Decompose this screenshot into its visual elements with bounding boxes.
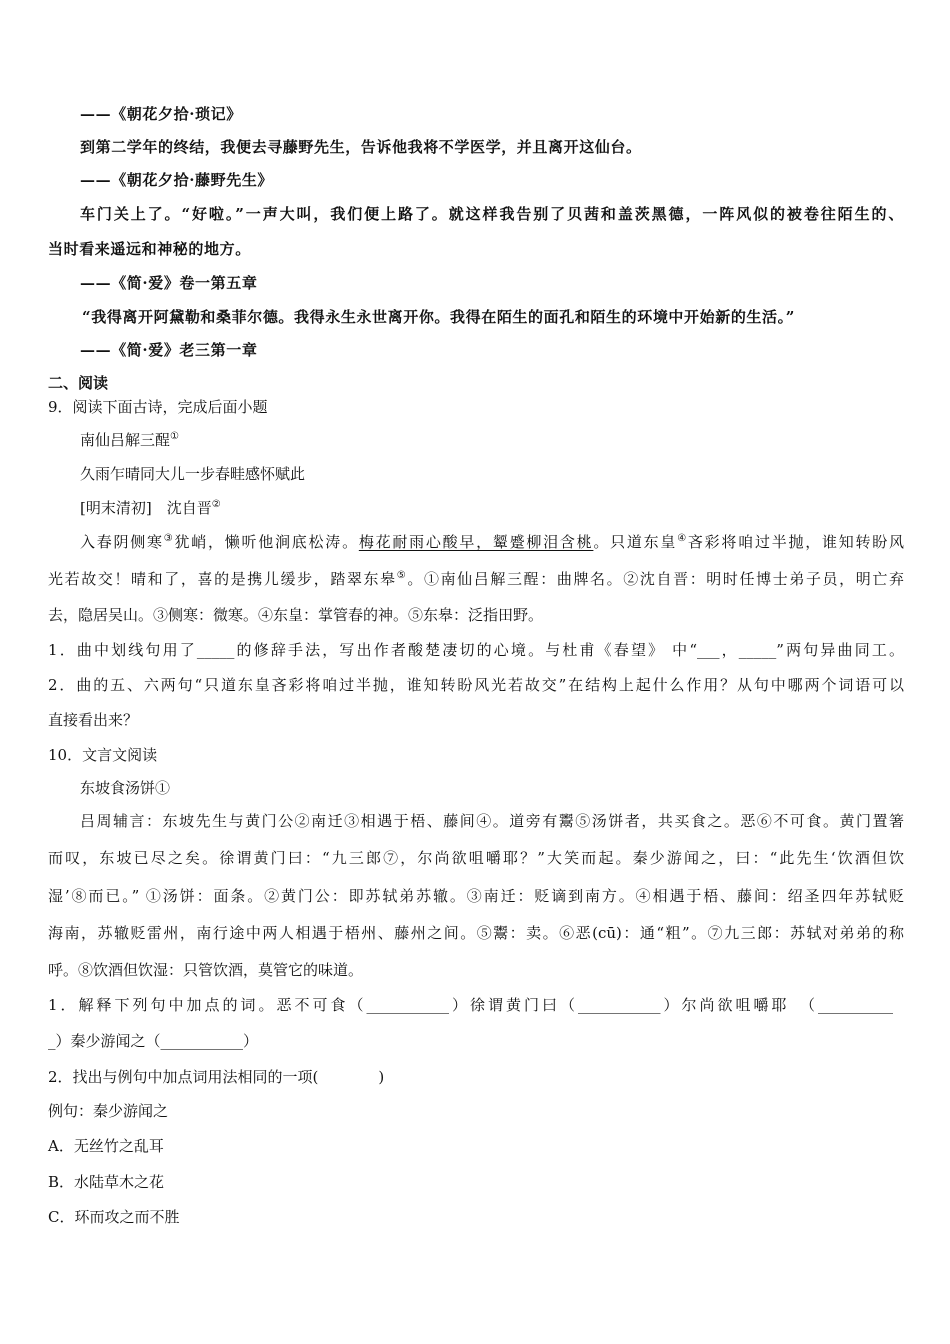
- excerpt-source-2: ——《朝花夕拾·藤野先生》: [80, 171, 274, 189]
- q10-passage-line-4: 海南，苏辙贬雷州，南行途中两人相遇于梧州、藤州之间。⑤鬻：卖。⑥恶(cū)：通“粗”。⑦九三郎：苏轼对弟弟的称: [48, 924, 904, 942]
- q9-poem-body-line-3: 去，隐居吴山。③侧寒：微寒。④东皇：掌管春的神。⑤东皋：泛指田野。: [48, 606, 544, 624]
- q9-author: [明末清初] 沈自晋②: [80, 499, 221, 517]
- q9-underlined-line: 梅花耐雨心酸早，颦蹙柳泪含桃: [358, 533, 594, 551]
- q9-sub-question-1: 1．曲中划线句用了_____的修辞手法，写出作者酸楚凄切的心境。与杜甫《春望》 中“___，_____”两句异曲同工。: [48, 641, 904, 659]
- q10-stem: 10．文言文阅读: [48, 746, 158, 764]
- excerpt-text-3-line-1: 车门关上了。“好啦。”一声大叫，我们便上路了。就这样我告别了贝茜和盖茨黑德，一阵风似的被卷往陌生的、: [80, 205, 904, 223]
- section-title: 二、阅读: [48, 374, 109, 392]
- q10-example: 例句：秦少游闻之: [48, 1102, 169, 1120]
- q10-title: 东坡食汤饼①: [80, 779, 171, 797]
- q9-stem: 9．阅读下面古诗，完成后面小题: [48, 398, 268, 416]
- q10-sub-question-1-line-2: _）秦少游闻之（___________）: [48, 1032, 259, 1050]
- q10-passage-line-5: 呼。⑧饮酒但饮湿：只管饮酒，莫管它的味道。: [48, 961, 364, 979]
- excerpt-source-3: ——《简·爱》卷一第五章: [80, 274, 258, 292]
- q9-poem-body-line-1: 入春阴侧寒③犹峭，懒听他涧底松涛。梅花耐雨心酸早，颦蹙柳泪含桃。只道东皇④吝彩将咱过半抛，谁知转盼风: [80, 533, 904, 551]
- q10-option-c: C．环而攻之而不胜: [48, 1208, 180, 1226]
- q10-option-a: A．无丝竹之乱耳: [48, 1137, 164, 1155]
- q10-passage-line-1: 吕周辅言：东坡先生与黄门公②南迁③相遇于梧、藤间④。道旁有鬻⑤汤饼者，共买食之。恶⑥不可食。黄门置箸: [80, 812, 904, 830]
- q10-passage-line-3: 湿’⑧而已。” ①汤饼：面条。②黄门公：即苏轼弟苏辙。③南迁：贬谪到南方。④相遇于梧、藤间：绍圣四年苏轼贬: [48, 887, 904, 905]
- q9-sub-question-2-line-2: 直接看出来？: [48, 711, 139, 729]
- q10-sub-question-1-line-1: 1．解释下列句中加点的词。恶不可食（___________）徐谓黄门曰（___________）尔尚欲咀嚼耶 （__________: [48, 996, 893, 1014]
- q10-option-b: B．水陆草木之花: [48, 1173, 165, 1191]
- excerpt-text-4: “我得离开阿黛勒和桑菲尔德。我得永生永世离开你。我得在陌生的面孔和陌生的环境中开始新的生活。”: [82, 308, 795, 326]
- excerpt-text-3-line-2: 当时看来遥远和神秘的地方。: [48, 240, 251, 258]
- q9-sub-question-2-line-1: 2．曲的五、六两句“只道东皇吝彩将咱过半抛，谁知转盼风光若故交”在结构上起什么作用？从句中哪两个词语可以: [48, 676, 904, 694]
- excerpt-source-1: ——《朝花夕拾·琐记》: [80, 105, 242, 123]
- q10-sub-question-2: 2．找出与例句中加点词用法相同的一项( ): [48, 1068, 385, 1086]
- q9-poem-title: 南仙吕解三酲①: [80, 431, 179, 449]
- q9-poem-subtitle: 久雨乍晴同大儿一步春畦感怀赋此: [80, 465, 306, 483]
- q9-poem-body-line-2: 光若故交！晴和了，喜的是携儿缓步，踏翠东皋⑤。①南仙吕解三酲：曲牌名。②沈自晋：明时任博士弟子员，明亡弃: [48, 570, 904, 588]
- q10-passage-line-2: 而叹，东坡已尽之矣。徐谓黄门曰：“九三郎⑦，尔尚欲咀嚼耶？”大笑而起。秦少游闻之，曰：“此先生‘饮酒但饮: [48, 849, 904, 867]
- excerpt-source-4: ——《简·爱》老三第一章: [80, 341, 258, 359]
- excerpt-text-2: 到第二学年的终结，我便去寻藤野先生，告诉他我将不学医学，并且离开这仙台。: [80, 138, 642, 156]
